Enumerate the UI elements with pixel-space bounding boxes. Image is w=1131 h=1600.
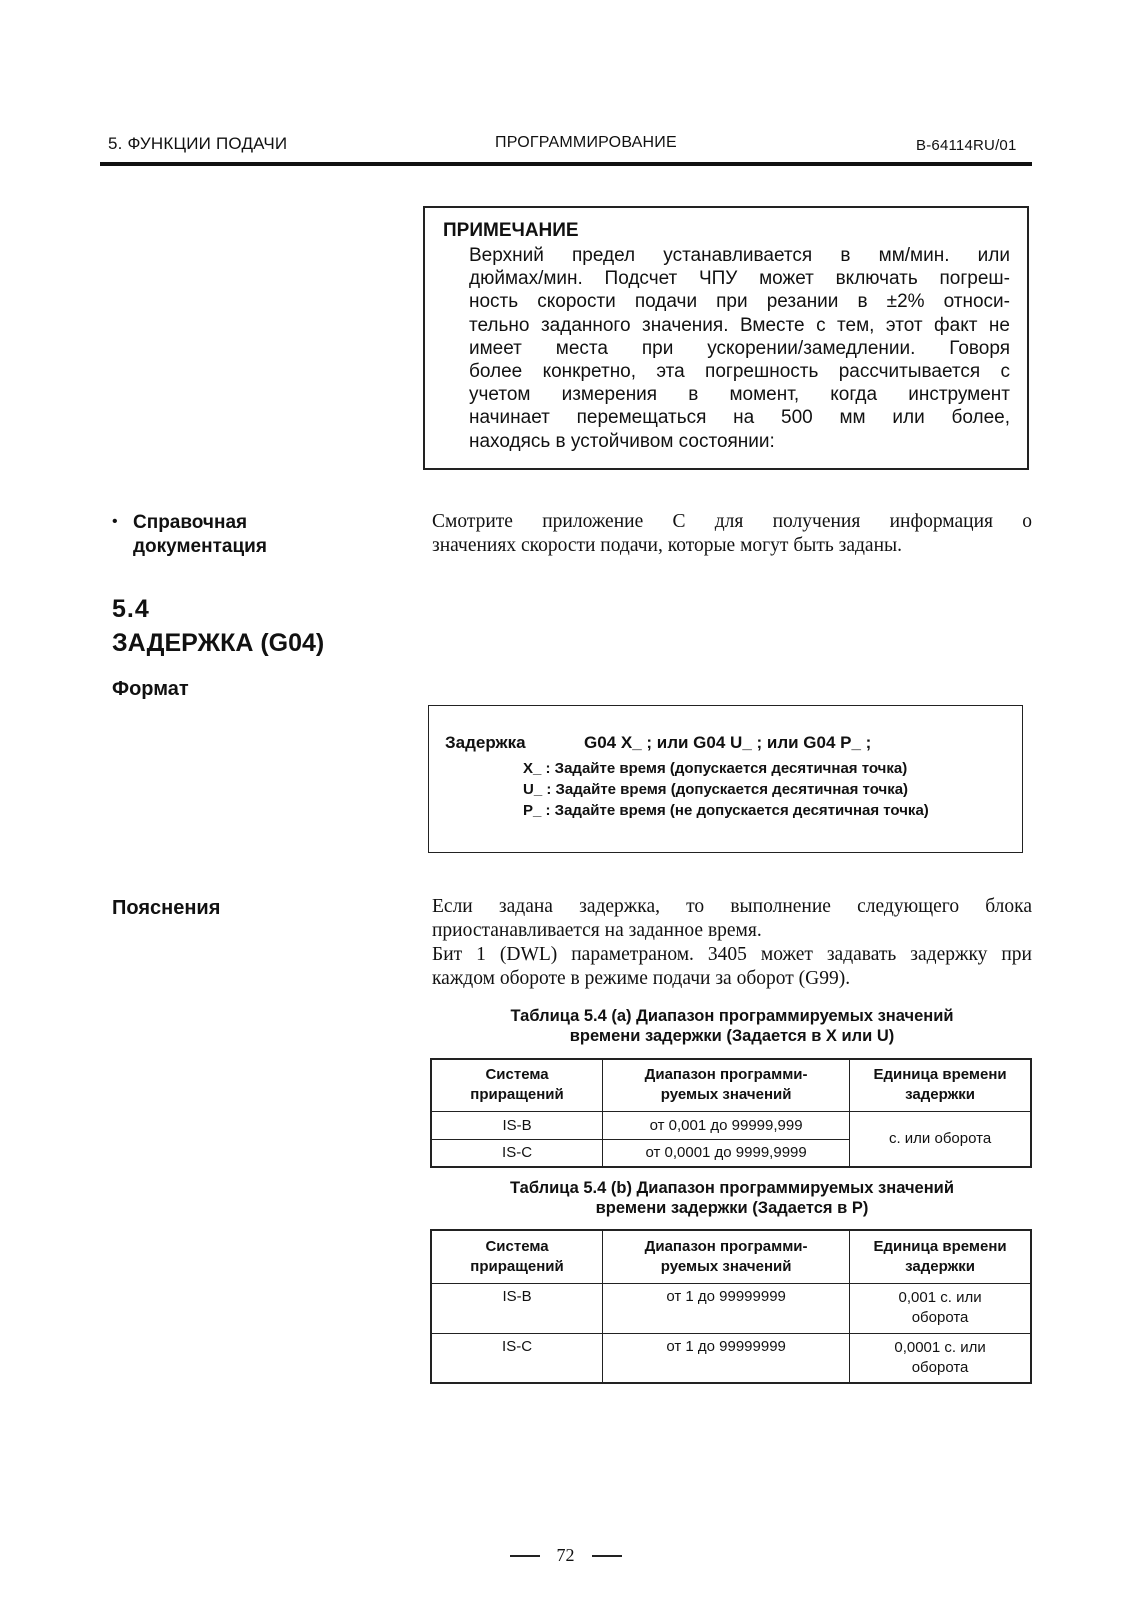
table-cell: от 1 до 99999999 [603, 1333, 850, 1383]
table-row [431, 1333, 1031, 1383]
explanation-line: приостанавливается на заданное время. [432, 920, 762, 941]
format-param-line: X_ : Задайте время (допускается десятичная точка) [523, 760, 908, 777]
table-cell: IS-C [431, 1333, 603, 1383]
table-a-header-cell: Система приращений [431, 1059, 603, 1111]
note-text [469, 244, 1010, 453]
table-a-header-row [431, 1059, 1031, 1111]
explanation-text [432, 895, 1032, 991]
table-a [430, 1058, 1032, 1168]
table-a-caption [432, 1006, 1032, 1046]
explanation-line: Бит 1 (DWL) параметраном. 3405 может задавать задержку при [432, 944, 1032, 965]
reference-label [133, 511, 267, 559]
table-b-header-row [431, 1230, 1031, 1283]
format-box [428, 705, 1023, 853]
table-cell: от 0,0001 до 9999,9999 [603, 1139, 850, 1167]
header-chapter: 5. ФУНКЦИИ ПОДАЧИ [108, 134, 288, 153]
table-a-unit-cell: с. или оборота [850, 1111, 1031, 1167]
format-param-line: U_ : Задайте время (допускается десятичная точка) [523, 781, 909, 798]
section-title: ЗАДЕРЖКА (G04) [112, 629, 325, 657]
header-doc-code: B-64114RU/01 [916, 137, 1017, 154]
note-line: имеет места при ускорении/замедлении. Говоря [469, 337, 1010, 359]
note-line: более конкретно, эта погрешность рассчитывается с [469, 360, 1010, 382]
table-b [430, 1229, 1032, 1384]
table-a-header-cell: Диапазон программи- руемых значений [603, 1059, 850, 1111]
table-cell: 0,001 с. или оборота [850, 1283, 1031, 1333]
reference-text [432, 510, 1032, 558]
reference-label-line: документация [133, 536, 267, 557]
table-cell: IS-B [431, 1111, 603, 1139]
note-line: ность скорости подачи при резании в ±2% относи- [469, 291, 1010, 313]
table-a-caption-line: Таблица 5.4 (a) Диапазон программируемых значений [510, 1007, 954, 1025]
reference-label-line: Справочная [133, 512, 248, 533]
table-a-header-cell: Единица времени задержки [850, 1059, 1031, 1111]
explanation-label: Пояснения [112, 897, 221, 919]
table-b-header-cell: Система приращений [431, 1230, 603, 1283]
note-line: дюймах/мин. Подсчет ЧПУ может включать погреш- [469, 268, 1010, 290]
table-b-caption [432, 1178, 1032, 1218]
reference-line: значениях скорости подачи, которые могут быть заданы. [432, 535, 902, 556]
table-cell: от 1 до 99999999 [603, 1283, 850, 1333]
table-row [431, 1283, 1031, 1333]
page-number: 72 [556, 1545, 575, 1565]
table-cell: IS-B [431, 1283, 603, 1333]
table-row [431, 1111, 1031, 1139]
table-cell: 0,0001 с. или оборота [850, 1333, 1031, 1383]
note-line: находясь в устойчивом состоянии: [469, 430, 775, 452]
format-param-line: P_ : Задайте время (не допускается десятичная точка) [523, 802, 929, 819]
table-b-header-cell: Единица времени задержки [850, 1230, 1031, 1283]
header-rule [100, 162, 1032, 166]
format-name: Задержка [445, 733, 526, 752]
explanation-line: Если задана задержка, то выполнение следующего блока [432, 896, 1032, 917]
note-line: учетом измерения в момент, когда инструмент [469, 384, 1010, 406]
bullet-icon: • [112, 513, 118, 530]
reference-line: Смотрите приложение С для получения информация о [432, 511, 1032, 532]
note-title: ПРИМЕЧАНИЕ [443, 220, 579, 241]
table-cell: от 0,001 до 99999,999 [603, 1111, 850, 1139]
header-title: ПРОГРАММИРОВАНИЕ [495, 134, 677, 151]
table-cell: IS-C [431, 1139, 603, 1167]
table-b-caption-line: Таблица 5.4 (b) Диапазон программируемых значений [510, 1179, 954, 1197]
explanation-line: каждом обороте в режиме подачи за оборот (G99). [432, 968, 851, 989]
note-line: тельно заданного значения. Вместе с тем, этот факт не [469, 314, 1010, 336]
format-label: Формат [112, 678, 189, 700]
section-number: 5.4 [112, 595, 150, 623]
table-b-header-cell: Диапазон программи- руемых значений [603, 1230, 850, 1283]
note-line: Верхний предел устанавливается в мм/мин. или [469, 245, 1010, 266]
page-number-dash-right [592, 1555, 622, 1557]
format-command: G04 X_ ; или G04 U_ ; или G04 P_ ; [584, 733, 872, 752]
table-b-caption-line: времени задержки (Задается в P) [595, 1199, 869, 1217]
note-line: начинает перемещаться на 500 мм или более, [469, 407, 1010, 429]
note-box [423, 206, 1029, 470]
table-a-caption-line: времени задержки (Задается в X или U) [569, 1027, 895, 1045]
